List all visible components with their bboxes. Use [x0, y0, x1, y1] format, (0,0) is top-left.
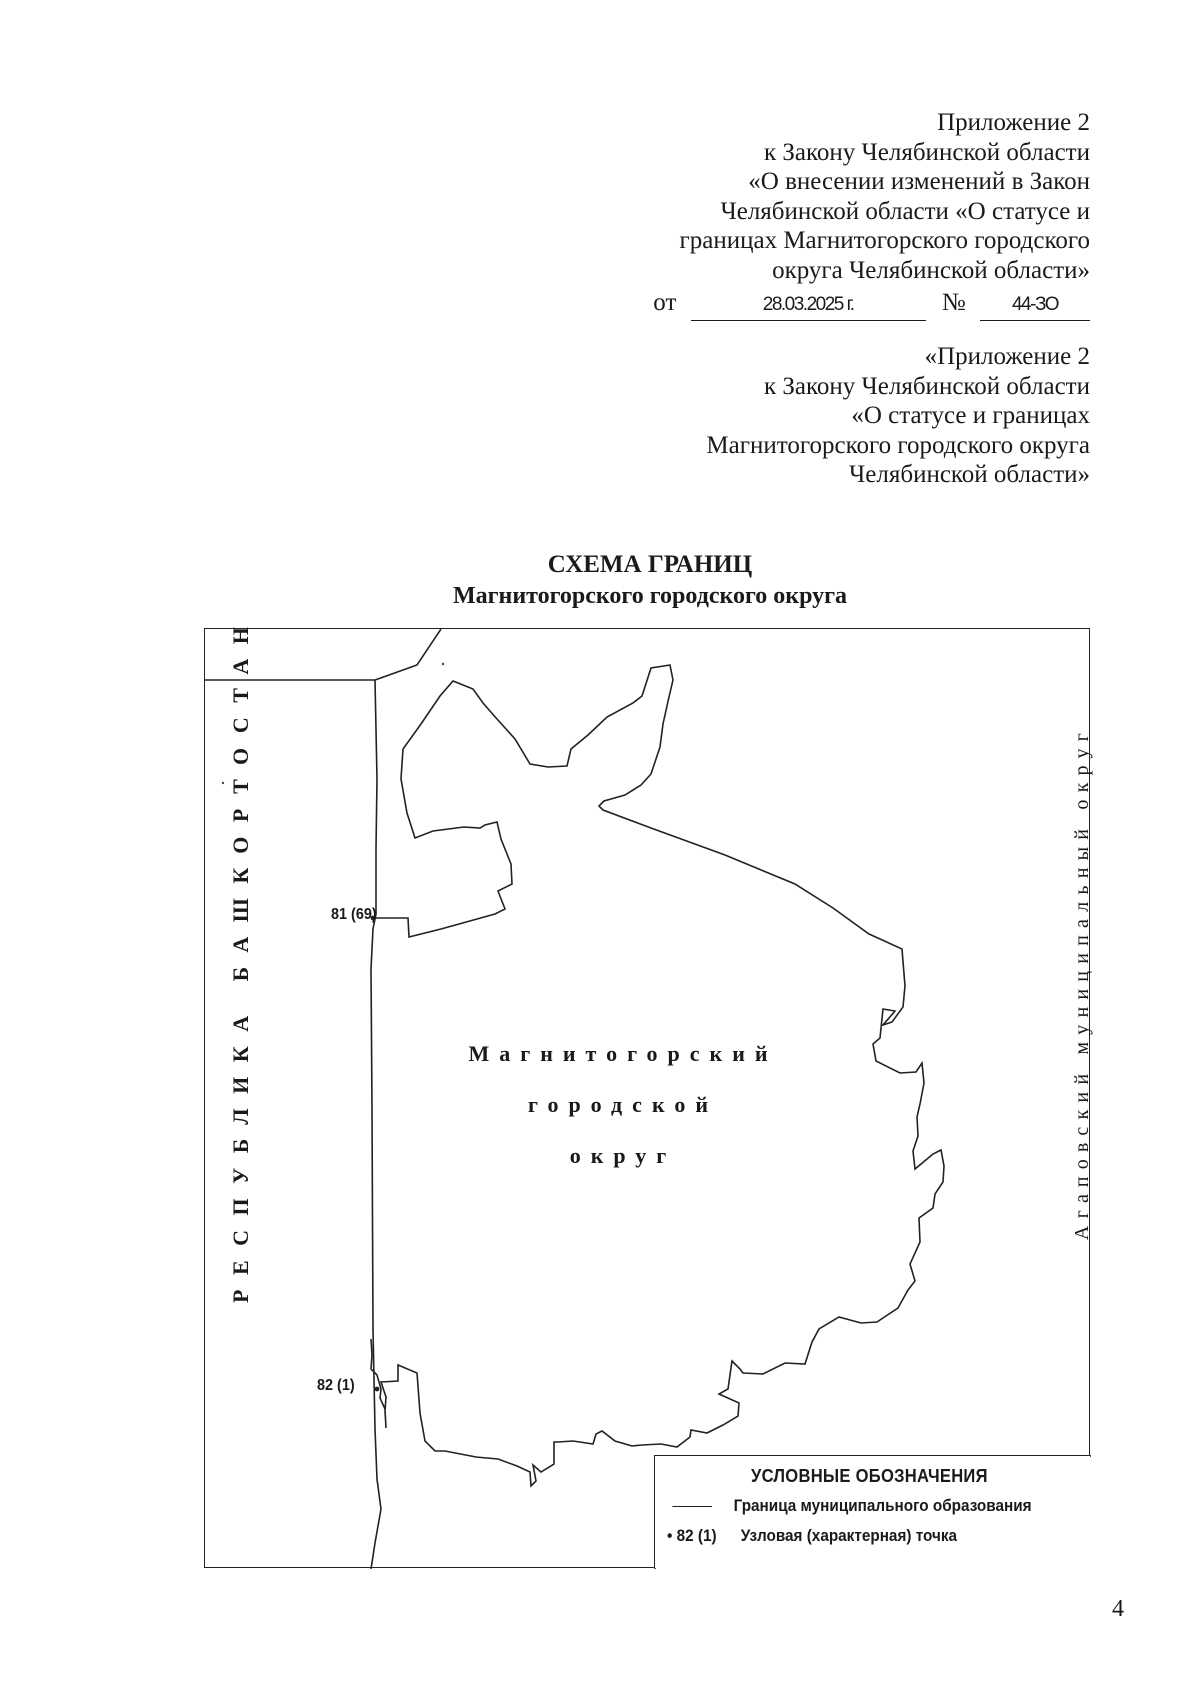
header2-line: Челябинской области»: [849, 461, 1090, 488]
header-line: округа Челябинской области»: [772, 256, 1090, 284]
appendix-header: [570, 108, 1090, 285]
west-boundary-line: [371, 680, 381, 1569]
header-line: Челябинской области «О статусе и: [720, 197, 1090, 225]
legend-point-example: • 82 (1): [667, 1526, 717, 1545]
number-value: 44-ЗО: [980, 294, 1090, 321]
header-line: «О внесении изменений в Закон: [748, 168, 1090, 195]
header2-line: «О статусе и границах: [851, 402, 1090, 429]
header2-line: Магнитогорского городского округа: [706, 431, 1090, 459]
header-line: к Закону Челябинской области: [764, 138, 1090, 166]
header-line: границах Магнитогорского городского: [679, 227, 1090, 254]
number-sign: №: [941, 289, 966, 316]
district-boundary-line: [371, 665, 944, 1486]
boundary-map: [204, 612, 1093, 1568]
stray-dot: [222, 782, 224, 784]
scheme-title: СХЕМА ГРАНИЦ: [547, 551, 753, 578]
stray-dot: [442, 663, 444, 665]
nodal-point-82: [375, 1387, 380, 1392]
legend-title: УСЛОВНЫЕ ОБОЗНАЧЕНИЯ: [751, 1466, 988, 1486]
left-region-label: РЕСПУБЛИКА БАШКОРТОСТАН: [228, 612, 253, 1303]
header2-line: к Закону Челябинской области: [764, 372, 1090, 400]
original-appendix-header: [570, 342, 1090, 490]
center-label-line-2: городской: [528, 1092, 718, 1117]
header-line: Приложение 2: [937, 109, 1090, 136]
point-label-81: 81 (69): [331, 906, 377, 923]
center-label-line-3: округ: [569, 1143, 677, 1168]
right-region-label: Агаповский муниципальный округ: [1071, 725, 1093, 1241]
legend-point-label: Узловая (характерная) точка: [740, 1526, 958, 1545]
center-label-line-1: Магнитогорский: [468, 1041, 778, 1066]
point-label-82: 82 (1): [317, 1377, 355, 1394]
date-value: 28.03.2025 г.: [691, 294, 926, 321]
date-number-line: [653, 289, 1090, 321]
boundary-line-sample: [672, 1506, 712, 1507]
header2-line: «Приложение 2: [924, 343, 1090, 370]
date-prefix: от: [653, 289, 677, 316]
legend-boundary-row: [667, 1496, 1032, 1516]
map-legend: [654, 1455, 1090, 1568]
legend-point-row: [667, 1526, 957, 1546]
page-number: 4: [1112, 1596, 1124, 1622]
legend-boundary-label: Граница муниципального образования: [733, 1496, 1032, 1515]
scheme-subtitle: Магнитогорского городского округа: [452, 583, 848, 609]
